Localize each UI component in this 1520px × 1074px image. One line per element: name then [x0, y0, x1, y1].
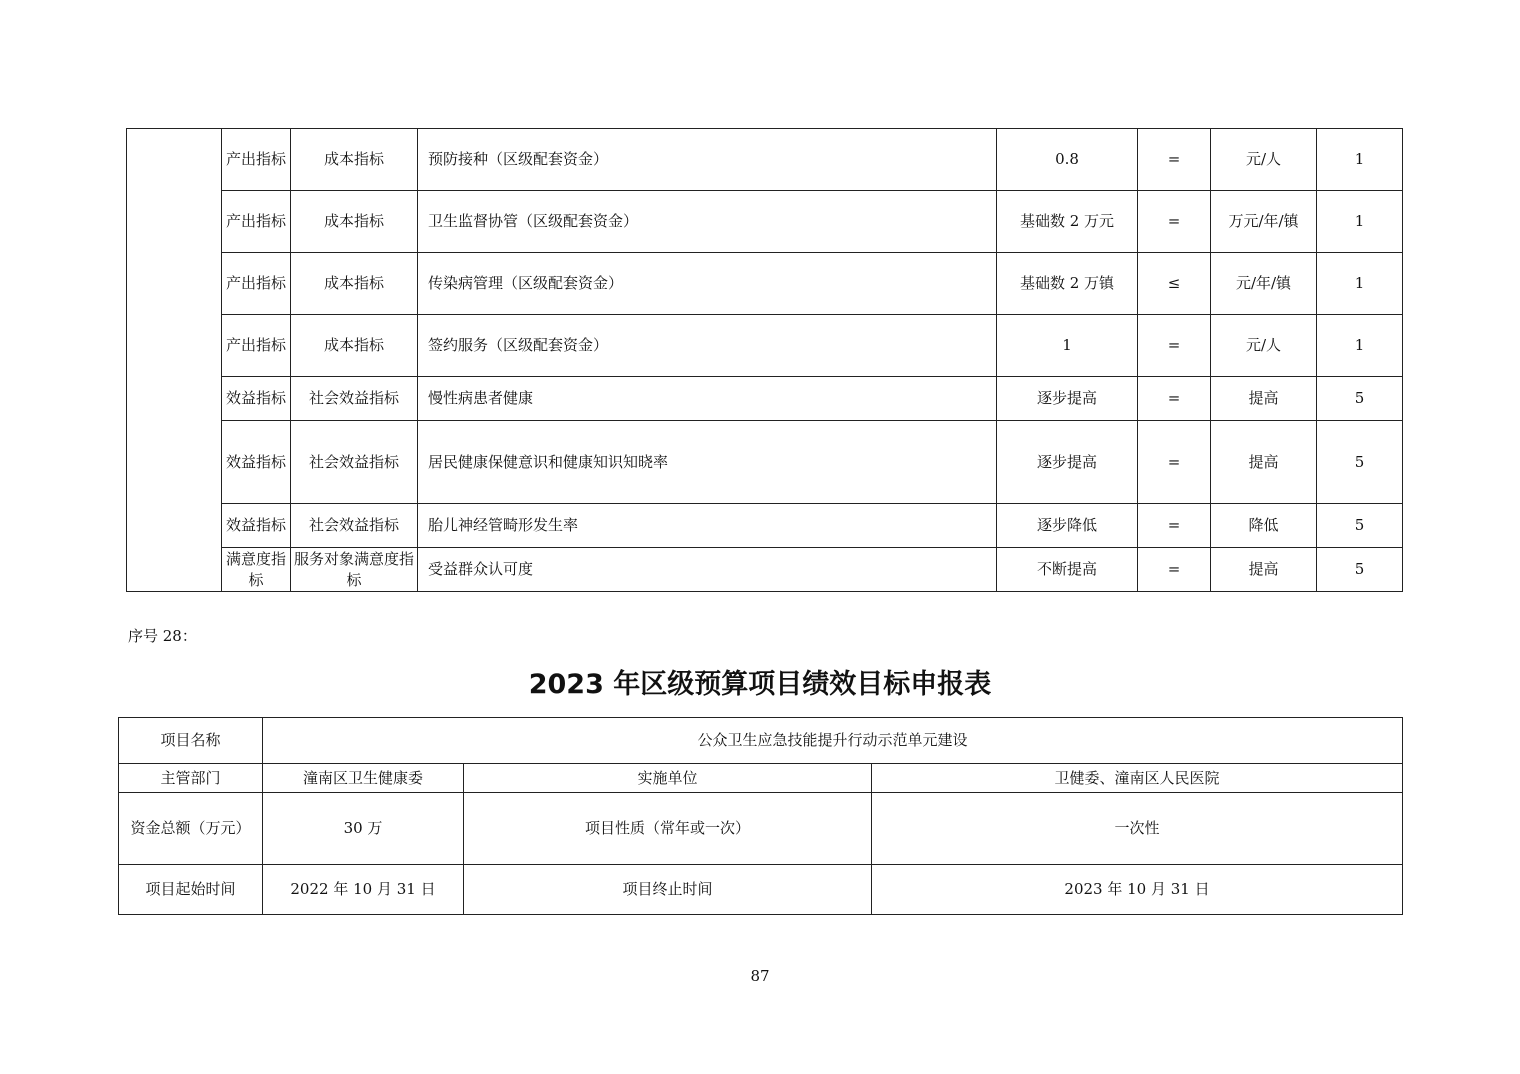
unit-cell: 提高 — [1211, 548, 1317, 592]
operator-cell: = — [1138, 377, 1211, 421]
level1-cell: 产出指标 — [222, 191, 291, 253]
operator-cell: ≤ — [1138, 253, 1211, 315]
level2-cell: 成本指标 — [291, 315, 418, 377]
level1-cell: 产出指标 — [222, 253, 291, 315]
merged-empty-cell — [127, 129, 222, 592]
dept-label: 主管部门 — [119, 764, 263, 793]
level1-cell: 效益指标 — [222, 421, 291, 504]
weight-cell: 5 — [1317, 377, 1403, 421]
level3-cell: 传染病管理（区级配套资金） — [418, 253, 997, 315]
indicator-row — [127, 129, 1403, 191]
operator-cell: = — [1138, 129, 1211, 191]
unit-cell: 元/年/镇 — [1211, 253, 1317, 315]
weight-cell: 5 — [1317, 504, 1403, 548]
weight-cell: 1 — [1317, 129, 1403, 191]
start-value: 2022 年 10 月 31 日 — [263, 865, 464, 915]
weight-cell: 1 — [1317, 253, 1403, 315]
unit-cell: 提高 — [1211, 377, 1317, 421]
value-cell: 0.8 — [997, 129, 1138, 191]
weight-cell: 5 — [1317, 548, 1403, 592]
unit-cell: 降低 — [1211, 504, 1317, 548]
level2-cell: 社会效益指标 — [291, 377, 418, 421]
unit-cell: 提高 — [1211, 421, 1317, 504]
end-value: 2023 年 10 月 31 日 — [872, 865, 1403, 915]
nature-label: 项目性质（常年或一次） — [464, 793, 872, 865]
sequence-label: 序号 28： — [128, 627, 197, 645]
level3-cell: 居民健康保健意识和健康知识知晓率 — [418, 421, 997, 504]
level2-cell: 服务对象满意度指标 — [291, 548, 418, 592]
operator-cell: = — [1138, 191, 1211, 253]
level2-cell: 成本指标 — [291, 129, 418, 191]
value-cell: 基础数 2 万镇 — [997, 253, 1138, 315]
form-title: 2023 年区级预算项目绩效目标申报表 — [528, 669, 992, 700]
value-cell: 不断提高 — [997, 548, 1138, 592]
project-info-table — [118, 717, 1403, 915]
level1-cell: 产出指标 — [222, 315, 291, 377]
level2-cell: 成本指标 — [291, 191, 418, 253]
project-name-label: 项目名称 — [119, 718, 263, 764]
value-cell: 逐步提高 — [997, 421, 1138, 504]
value-cell: 基础数 2 万元 — [997, 191, 1138, 253]
unit-cell: 元/人 — [1211, 129, 1317, 191]
level1-cell: 效益指标 — [222, 504, 291, 548]
indicator-table — [126, 128, 1403, 592]
level1-cell: 效益指标 — [222, 377, 291, 421]
impl-unit-label: 实施单位 — [464, 764, 872, 793]
level2-cell: 成本指标 — [291, 253, 418, 315]
level3-cell: 预防接种（区级配套资金） — [418, 129, 997, 191]
unit-cell: 元/人 — [1211, 315, 1317, 377]
end-label: 项目终止时间 — [464, 865, 872, 915]
level3-cell: 卫生监督协管（区级配套资金） — [418, 191, 997, 253]
level3-cell: 签约服务（区级配套资金） — [418, 315, 997, 377]
weight-cell: 5 — [1317, 421, 1403, 504]
dept-row — [119, 764, 1403, 793]
indicator-row — [127, 253, 1403, 315]
total-fund-label: 资金总额（万元） — [119, 793, 263, 865]
indicator-row — [127, 191, 1403, 253]
level1-cell: 产出指标 — [222, 129, 291, 191]
project-name-value: 公众卫生应急技能提升行动示范单元建设 — [263, 718, 1403, 764]
indicator-row — [127, 504, 1403, 548]
value-cell: 逐步降低 — [997, 504, 1138, 548]
level1-cell: 满意度指标 — [222, 548, 291, 592]
value-cell: 1 — [997, 315, 1138, 377]
nature-value: 一次性 — [872, 793, 1403, 865]
level2-cell: 社会效益指标 — [291, 504, 418, 548]
operator-cell: = — [1138, 315, 1211, 377]
page-number: 87 — [750, 967, 770, 985]
fund-row — [119, 793, 1403, 865]
level3-cell: 慢性病患者健康 — [418, 377, 997, 421]
level3-cell: 受益群众认可度 — [418, 548, 997, 592]
impl-unit-value: 卫健委、潼南区人民医院 — [872, 764, 1403, 793]
project-name-row — [119, 718, 1403, 764]
indicator-row — [127, 548, 1403, 592]
operator-cell: = — [1138, 504, 1211, 548]
unit-cell: 万元/年/镇 — [1211, 191, 1317, 253]
start-label: 项目起始时间 — [119, 865, 263, 915]
level3-cell: 胎儿神经管畸形发生率 — [418, 504, 997, 548]
operator-cell: = — [1138, 548, 1211, 592]
weight-cell: 1 — [1317, 191, 1403, 253]
indicator-row — [127, 421, 1403, 504]
indicator-row — [127, 315, 1403, 377]
operator-cell: = — [1138, 421, 1211, 504]
indicator-row — [127, 377, 1403, 421]
level2-cell: 社会效益指标 — [291, 421, 418, 504]
total-fund-value: 30 万 — [263, 793, 464, 865]
time-row — [119, 865, 1403, 915]
weight-cell: 1 — [1317, 315, 1403, 377]
dept-value: 潼南区卫生健康委 — [263, 764, 464, 793]
value-cell: 逐步提高 — [997, 377, 1138, 421]
